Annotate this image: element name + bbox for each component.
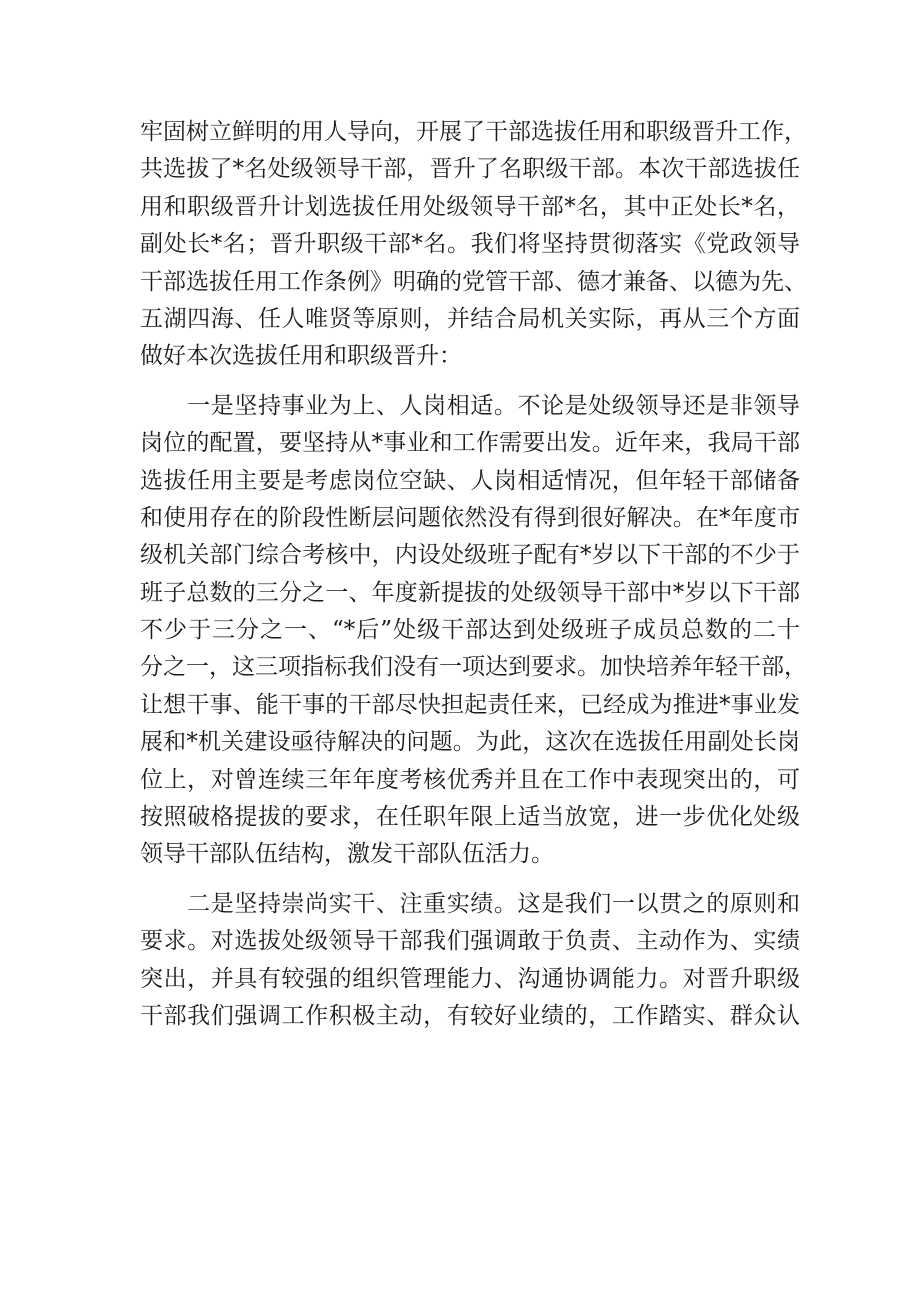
- text-line: 副处长*名；晋升职级干部*名。我们将坚持贯彻落实《党政领导: [140, 231, 800, 258]
- text-line: 突出，并具有较强的组织管理能力、沟通协调能力。对晋升职级: [140, 965, 800, 992]
- text-line: 共选拔了*名处级领导干部，晋升了名职级干部。本次干部选拔任: [140, 156, 800, 183]
- paragraph-point-two: [140, 886, 800, 1036]
- text-line: 级机关部门综合考核中，内设处级班子配有*岁以下干部的不少于: [140, 542, 800, 569]
- paragraph-spacer: [140, 874, 800, 886]
- text-line: 按照破格提拔的要求，在任职年限上适当放宽，进一步优化处级: [140, 804, 800, 831]
- paragraph-intro: [140, 114, 807, 376]
- text-line: 一是坚持事业为上、人岗相适。不论是处级领导还是非领导: [140, 392, 800, 419]
- text-line: 要求。对选拔处级领导干部我们强调敢于负责、主动作为、实绩: [140, 928, 800, 955]
- text-line: 分之一，这三项指标我们没有一项达到要求。加快培养年轻干部，: [140, 654, 807, 681]
- text-line: 班子总数的三分之一、年度新提拔的处级领导干部中*岁以下干部: [140, 579, 800, 606]
- text-line: 二是坚持崇尚实干、注重实绩。这是我们一以贯之的原则和: [140, 890, 800, 917]
- text-line: 位上，对曾连续三年年度考核优秀并且在工作中表现突出的，可: [140, 766, 800, 793]
- document-body: [140, 114, 807, 1035]
- paragraph-point-one: [140, 388, 807, 874]
- text-line: 让想干事、能干事的干部尽快担起责任来，已经成为推进*事业发: [140, 691, 800, 718]
- text-line: 用和职级晋升计划选拔任用处级领导干部*名，其中正处长*名，: [140, 193, 800, 220]
- text-line: 和使用存在的阶段性断层问题依然没有得到很好解决。在*年度市: [140, 504, 800, 531]
- text-line: 领导干部队伍结构，激发干部队伍活力。: [140, 841, 554, 868]
- text-line: 干部选拔任用工作条例》明确的党管干部、德才兼备、以德为先、: [140, 268, 807, 295]
- text-line: 展和*机关建设亟待解决的问题。为此，这次在选拔任用副处长岗: [140, 729, 800, 756]
- text-line: 干部我们强调工作积极主动，有较好业绩的，工作踏实、群众认: [140, 1002, 800, 1029]
- text-line: 选拔任用主要是考虑岗位空缺、人岗相适情况，但年轻干部储备: [140, 467, 800, 494]
- text-line: 牢固树立鲜明的用人导向，开展了干部选拔任用和职级晋升工作，: [140, 119, 807, 145]
- text-line: 做好本次选拔任用和职级晋升：: [140, 343, 462, 370]
- text-line: 岗位的配置，要坚持从*事业和工作需要出发。近年来，我局干部: [140, 430, 800, 457]
- text-line: 五湖四海、任人唯贤等原则，并结合局机关实际，再从三个方面: [140, 305, 800, 332]
- text-line: 不少于三分之一、“*后”处级干部达到处级班子成员总数的二十: [140, 617, 800, 644]
- paragraph-spacer: [140, 376, 800, 388]
